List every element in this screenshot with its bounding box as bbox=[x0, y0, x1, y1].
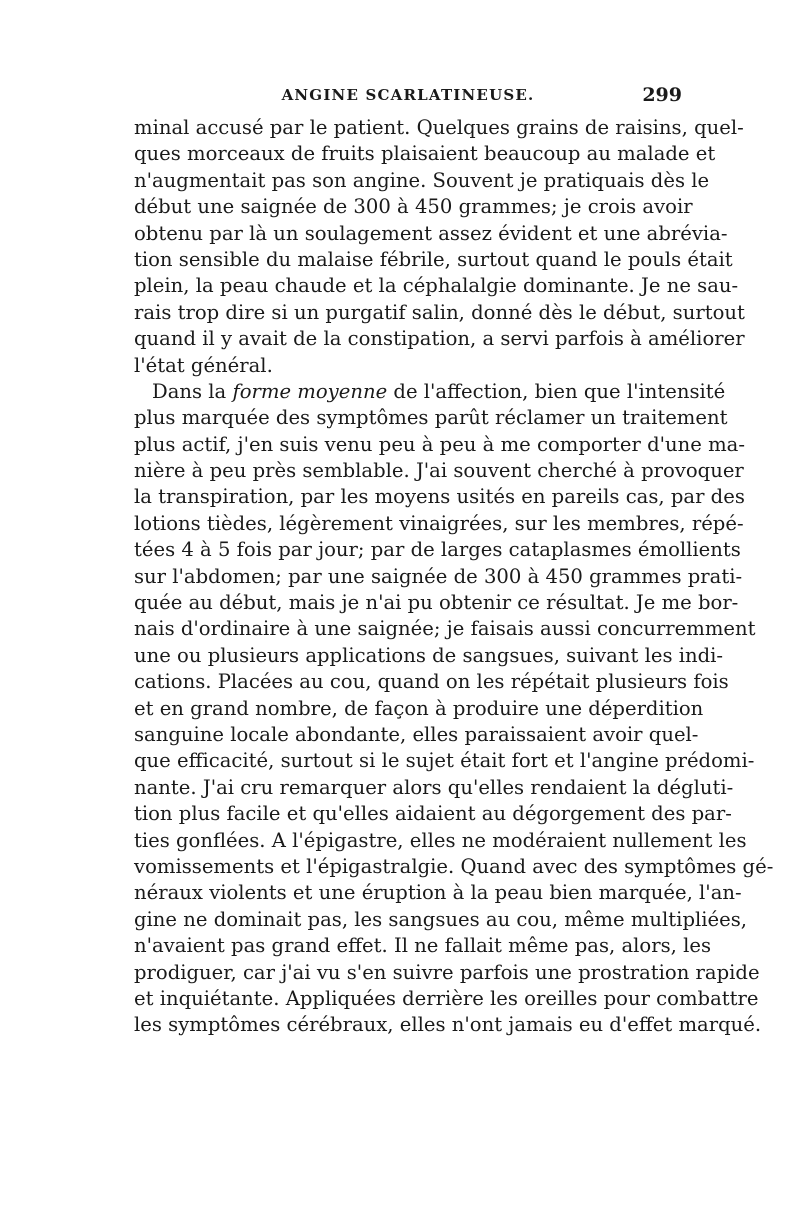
text-line: que efficacité, surtout si le sujet était fort et l'angine prédomi- bbox=[134, 749, 755, 773]
text-line: obtenu par là un soulagement assez évident et une abrévia- bbox=[134, 221, 728, 245]
text-line: sur l'abdomen; par une saignée de 300 à 450 grammes prati- bbox=[134, 564, 743, 588]
emphasis-forme-moyenne: forme moyenne bbox=[232, 379, 388, 403]
text-line: la transpiration, par les moyens usités en pareils cas, par des bbox=[134, 485, 745, 509]
text-line: ques morceaux de fruits plaisaient beaucoup au malade et bbox=[134, 142, 716, 166]
text-line: nante. J'ai cru remarquer alors qu'elles rendaient la dégluti- bbox=[134, 775, 734, 799]
text-line: l'état général. bbox=[134, 353, 273, 377]
text-line: nière à peu près semblable. J'ai souvent cherché à provoquer bbox=[134, 459, 744, 483]
text-line: ties gonflées. A l'épigastre, elles ne modéraient nullement les bbox=[134, 828, 747, 852]
text-line: cations. Placées au cou, quand on les répétait plusieurs fois bbox=[134, 670, 729, 694]
paragraph-2 bbox=[134, 379, 774, 1039]
text-line: plein, la peau chaude et la céphalalgie dominante. Je ne sau- bbox=[134, 274, 739, 298]
text-line: une ou plusieurs applications de sangsues, suivant les indi- bbox=[134, 643, 724, 667]
text-run: Dans la bbox=[152, 379, 233, 403]
paragraph-1 bbox=[134, 115, 745, 379]
text-line: tion sensible du malaise fébrile, surtout quand le pouls était bbox=[134, 247, 733, 271]
text-line: vomissements et l'épigastralgie. Quand avec des symptômes gé- bbox=[134, 854, 774, 878]
text-line: début une saignée de 300 à 450 grammes; je crois avoir bbox=[134, 195, 693, 219]
text-line: lotions tièdes, légèrement vinaigrées, sur les membres, répé- bbox=[134, 511, 744, 535]
text-line: minal accusé par le patient. Quelques grains de raisins, quel- bbox=[134, 116, 744, 139]
running-title: ANGINE SCARLATINEUSE. bbox=[281, 86, 535, 104]
text-line: et inquiétante. Appliquées derrière les oreilles pour combattre bbox=[134, 986, 759, 1010]
text-line: n'avaient pas grand effet. Il ne fallait même pas, alors, les bbox=[134, 934, 712, 958]
text-line: tion plus facile et qu'elles aidaient au dégorgement des par- bbox=[134, 802, 732, 826]
text-line: nais d'ordinaire à une saignée; je faisais aussi concurremment bbox=[134, 617, 756, 641]
text-line: prodiguer, car j'ai vu s'en suivre parfois une prostration rapide bbox=[134, 960, 760, 984]
text-line-first bbox=[134, 379, 726, 405]
text-line: tées 4 à 5 fois par jour; par de larges cataplasmes émollients bbox=[134, 538, 741, 562]
text-line: rais trop dire si un purgatif salin, donné dès le début, surtout bbox=[134, 300, 745, 324]
text-line: n'augmentait pas son angine. Souvent je pratiquais dès le bbox=[134, 168, 710, 192]
text-line: sanguine locale abondante, elles paraissaient avoir quel- bbox=[134, 722, 699, 746]
text-line: gine ne dominait pas, les sangsues au cou, même multipliées, bbox=[134, 907, 747, 931]
text-line: plus actif, j'en suis venu peu à peu à me comporter d'une ma- bbox=[134, 432, 745, 456]
text-line: les symptômes cérébraux, elles n'ont jamais eu d'effet marqué. bbox=[134, 1013, 762, 1037]
text-run: de l'affection, bien que l'intensité bbox=[387, 379, 726, 403]
page-number: 299 bbox=[642, 84, 682, 106]
body-text bbox=[134, 115, 774, 1039]
running-head bbox=[134, 84, 682, 108]
text-line: néraux violents et une éruption à la peau bien marquée, l'an- bbox=[134, 881, 742, 905]
text-line: quand il y avait de la constipation, a servi parfois à améliorer bbox=[134, 327, 745, 351]
text-line: quée au début, mais je n'ai pu obtenir ce résultat. Je me bor- bbox=[134, 591, 739, 615]
text-line: plus marquée des symptômes parût réclamer un traitement bbox=[134, 406, 728, 430]
text-line: et en grand nombre, de façon à produire une déperdition bbox=[134, 696, 704, 720]
